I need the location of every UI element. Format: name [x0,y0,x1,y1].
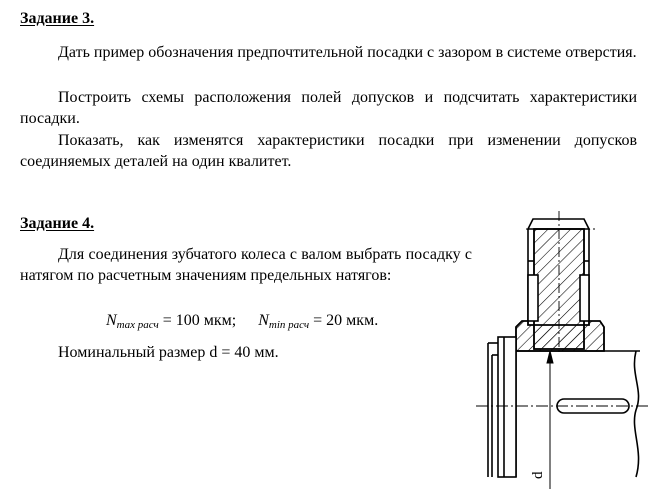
gear-shaft-drawing [470,205,660,489]
nmin-symbol: N [258,312,269,329]
nmax-symbol: N [106,312,117,329]
dimension-label-d: d [530,471,546,479]
task3-paragraph-3: Показать, как изменятся характеристики посадки при изменении допусков соединяемых деталей на один квалитет. [20,132,637,170]
nmin-value: = 20 мкм. [309,312,379,329]
interference-formula [106,311,378,332]
task4-heading: Задание 4. [20,215,95,232]
shaft [488,337,640,477]
task3-paragraph-2: Построить схемы расположения полей допусков и подсчитать характеристики посадки. [20,89,637,127]
task4-paragraph-1: Для соединения зубчатого колеса с валом выбрать посадку с натягом по расчетным значениям предельных натягов: [20,246,472,284]
task3-paragraph-1: Дать пример обозначения предпочтительной посадки с зазором в системе отверстия. [58,44,637,61]
nominal-size-text: Номинальный размер d = 40 мм. [58,344,279,361]
nmax-subscript: max расч [116,319,159,331]
diameter-dimension [547,351,553,489]
nmax-value: = 100 мкм; [158,312,237,329]
nmin-subscript: min расч [268,319,310,331]
gear-section [516,219,604,351]
task3-heading: Задание 3. [20,10,95,27]
